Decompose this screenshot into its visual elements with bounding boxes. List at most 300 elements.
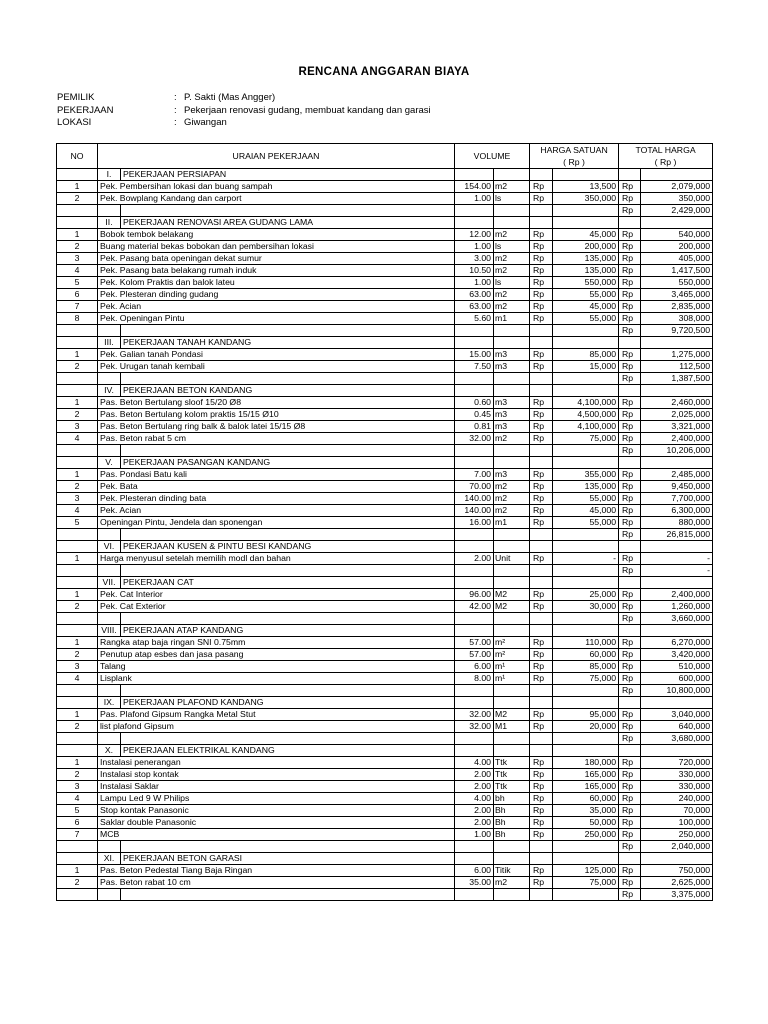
cell xyxy=(530,457,553,469)
cell xyxy=(455,745,494,757)
item-desc: Pek. Plesteran dinding gudang xyxy=(98,289,455,301)
cell xyxy=(121,373,455,385)
info-value: P. Sakti (Mas Angger) xyxy=(184,92,276,103)
item-desc: Pas. Plafond Gipsum Rangka Metal Stut xyxy=(98,709,455,721)
cell xyxy=(455,889,494,901)
item-desc: Pek. Cat Exterior xyxy=(98,601,455,613)
item-currency: Rp xyxy=(619,709,641,721)
cell xyxy=(641,745,713,757)
item-unit: m3 xyxy=(494,409,530,421)
section-title: PEKERJAAN BETON KANDANG xyxy=(121,385,455,397)
table-row xyxy=(57,805,713,817)
budget-table xyxy=(56,143,713,901)
item-no: 2 xyxy=(57,769,98,781)
table-row xyxy=(57,757,713,769)
item-desc: Pek. Urugan tanah kembali xyxy=(98,361,455,373)
item-desc: Instalasi stop kontak xyxy=(98,769,455,781)
item-currency: Rp xyxy=(619,673,641,685)
item-currency: Rp xyxy=(530,661,553,673)
table-row xyxy=(57,469,713,481)
item-desc: list plafond Gipsum xyxy=(98,721,455,733)
item-currency: Rp xyxy=(619,553,641,565)
section-row xyxy=(57,385,713,397)
section-row xyxy=(57,217,713,229)
cell xyxy=(455,337,494,349)
cell xyxy=(553,457,619,469)
item-currency: Rp xyxy=(530,301,553,313)
item-currency: Rp xyxy=(619,505,641,517)
item-no: 1 xyxy=(57,181,98,193)
item-unit-price: 110,000 xyxy=(553,637,619,649)
table-row xyxy=(57,553,713,565)
item-unit-price: 60,000 xyxy=(553,649,619,661)
cell xyxy=(57,529,98,541)
item-desc: Pas. Beton Bertulang kolom praktis 15/15 Ø10 xyxy=(98,409,455,421)
item-desc: Openingan Pintu, Jendela dan sponengan xyxy=(98,517,455,529)
section-roman: XI. xyxy=(98,853,121,865)
subtotal-value: 10,206,000 xyxy=(641,445,713,457)
cell xyxy=(57,337,98,349)
item-currency: Rp xyxy=(530,709,553,721)
cell xyxy=(98,685,121,697)
cell xyxy=(530,613,553,625)
item-unit: m1 xyxy=(494,313,530,325)
cell xyxy=(494,889,530,901)
item-currency: Rp xyxy=(619,301,641,313)
item-no: 4 xyxy=(57,673,98,685)
section-title: PEKERJAAN ELEKTRIKAL KANDANG xyxy=(121,745,455,757)
cell xyxy=(530,625,553,637)
cell xyxy=(553,685,619,697)
table-row xyxy=(57,649,713,661)
section-title: PEKERJAAN PASANGAN KANDANG xyxy=(121,457,455,469)
cell xyxy=(494,565,530,577)
item-currency: Rp xyxy=(619,277,641,289)
item-total: 2,400,000 xyxy=(641,589,713,601)
item-desc: Pek. Pembersihan lokasi dan buang sampah xyxy=(98,181,455,193)
cell xyxy=(641,577,713,589)
cell xyxy=(619,169,641,181)
table-row xyxy=(57,301,713,313)
item-desc: Lampu Led 9 W Philips xyxy=(98,793,455,805)
item-unit: m3 xyxy=(494,361,530,373)
item-currency: Rp xyxy=(619,637,641,649)
cell xyxy=(98,565,121,577)
item-unit: m2 xyxy=(494,229,530,241)
item-unit: ls xyxy=(494,241,530,253)
item-unit: m2 xyxy=(494,877,530,889)
item-unit-price: - xyxy=(553,553,619,565)
cell xyxy=(121,841,455,853)
item-currency: Rp xyxy=(619,229,641,241)
cell xyxy=(530,697,553,709)
item-total: 330,000 xyxy=(641,781,713,793)
cell xyxy=(641,625,713,637)
cell xyxy=(455,577,494,589)
cell xyxy=(530,337,553,349)
header-volume: VOLUME xyxy=(455,144,530,169)
cell xyxy=(619,745,641,757)
item-unit: m2 xyxy=(494,289,530,301)
item-currency: Rp xyxy=(619,397,641,409)
cell xyxy=(553,373,619,385)
item-unit-price: 50,000 xyxy=(553,817,619,829)
section-row xyxy=(57,337,713,349)
cell xyxy=(641,541,713,553)
cell xyxy=(121,685,455,697)
item-currency: Rp xyxy=(619,253,641,265)
table-row xyxy=(57,793,713,805)
table-row xyxy=(57,265,713,277)
subtotal-value: 3,375,000 xyxy=(641,889,713,901)
item-volume: 1.00 xyxy=(455,829,494,841)
item-total: 510,000 xyxy=(641,661,713,673)
cell xyxy=(121,733,455,745)
item-volume: 32.00 xyxy=(455,721,494,733)
cell xyxy=(494,385,530,397)
item-currency: Rp xyxy=(530,721,553,733)
header-uraian: URAIAN PEKERJAAN xyxy=(98,144,455,169)
item-no: 4 xyxy=(57,793,98,805)
cell xyxy=(57,169,98,181)
cell xyxy=(57,697,98,709)
subtotal-row xyxy=(57,205,713,217)
item-currency: Rp xyxy=(530,553,553,565)
subtotal-currency: Rp xyxy=(619,205,641,217)
cell xyxy=(494,325,530,337)
item-currency: Rp xyxy=(619,349,641,361)
item-total: 250,000 xyxy=(641,829,713,841)
item-no: 1 xyxy=(57,397,98,409)
section-roman: VII. xyxy=(98,577,121,589)
section-roman: II. xyxy=(98,217,121,229)
cell xyxy=(619,625,641,637)
cell xyxy=(57,625,98,637)
cell xyxy=(455,385,494,397)
item-unit-price: 55,000 xyxy=(553,313,619,325)
item-no: 2 xyxy=(57,481,98,493)
cell xyxy=(57,457,98,469)
item-currency: Rp xyxy=(530,181,553,193)
item-volume: 8.00 xyxy=(455,673,494,685)
item-desc: Pek. Openingan Pintu xyxy=(98,313,455,325)
section-roman: IV. xyxy=(98,385,121,397)
item-volume: 42.00 xyxy=(455,601,494,613)
cell xyxy=(494,613,530,625)
item-currency: Rp xyxy=(530,421,553,433)
section-row xyxy=(57,625,713,637)
item-unit-price: 4,100,000 xyxy=(553,397,619,409)
item-unit: m2 xyxy=(494,433,530,445)
item-currency: Rp xyxy=(619,877,641,889)
cell xyxy=(553,217,619,229)
table-row xyxy=(57,433,713,445)
item-currency: Rp xyxy=(619,313,641,325)
item-desc: Pek. Galian tanah Pondasi xyxy=(98,349,455,361)
item-volume: 32.00 xyxy=(455,433,494,445)
item-currency: Rp xyxy=(530,877,553,889)
subtotal-value: 26,815,000 xyxy=(641,529,713,541)
item-unit-price: 75,000 xyxy=(553,673,619,685)
cell xyxy=(121,889,455,901)
item-currency: Rp xyxy=(619,289,641,301)
subtotal-row xyxy=(57,733,713,745)
item-desc: Pas. Beton rabat 10 cm xyxy=(98,877,455,889)
item-no: 5 xyxy=(57,517,98,529)
cell xyxy=(57,853,98,865)
document-title: RENCANA ANGGARAN BIAYA xyxy=(298,66,470,78)
section-row xyxy=(57,169,713,181)
cell xyxy=(455,697,494,709)
cell xyxy=(530,745,553,757)
cell xyxy=(455,169,494,181)
item-volume: 16.00 xyxy=(455,517,494,529)
cell xyxy=(553,445,619,457)
item-currency: Rp xyxy=(530,349,553,361)
subtotal-value: 1,387,500 xyxy=(641,373,713,385)
item-no: 5 xyxy=(57,805,98,817)
item-currency: Rp xyxy=(530,505,553,517)
subtotal-currency: Rp xyxy=(619,373,641,385)
item-no: 2 xyxy=(57,601,98,613)
cell xyxy=(641,385,713,397)
item-currency: Rp xyxy=(619,589,641,601)
cell xyxy=(455,457,494,469)
item-no: 5 xyxy=(57,277,98,289)
cell xyxy=(530,853,553,865)
table-row xyxy=(57,781,713,793)
item-currency: Rp xyxy=(530,313,553,325)
item-currency: Rp xyxy=(619,721,641,733)
section-roman: X. xyxy=(98,745,121,757)
cell xyxy=(553,745,619,757)
cell xyxy=(98,841,121,853)
item-desc: Pek. Acian xyxy=(98,301,455,313)
table-row xyxy=(57,229,713,241)
item-total: 3,040,000 xyxy=(641,709,713,721)
section-row xyxy=(57,577,713,589)
item-desc: Pas. Beton Pedestal Tiang Baja Ringan xyxy=(98,865,455,877)
subtotal-row xyxy=(57,841,713,853)
item-desc: Harga menyusul setelah memilih modl dan bahan xyxy=(98,553,455,565)
section-roman: VIII. xyxy=(98,625,121,637)
item-currency: Rp xyxy=(530,805,553,817)
cell xyxy=(57,613,98,625)
item-unit: M1 xyxy=(494,721,530,733)
item-no: 3 xyxy=(57,661,98,673)
item-volume: 6.00 xyxy=(455,661,494,673)
item-currency: Rp xyxy=(530,265,553,277)
item-currency: Rp xyxy=(530,277,553,289)
cell xyxy=(530,373,553,385)
item-total: 405,000 xyxy=(641,253,713,265)
item-unit: m2 xyxy=(494,301,530,313)
item-no: 2 xyxy=(57,877,98,889)
item-currency: Rp xyxy=(530,517,553,529)
item-unit: ls xyxy=(494,193,530,205)
section-title: PEKERJAAN TANAH KANDANG xyxy=(121,337,455,349)
item-unit-price: 4,500,000 xyxy=(553,409,619,421)
table-row xyxy=(57,661,713,673)
cell xyxy=(98,373,121,385)
cell xyxy=(530,169,553,181)
section-title: PEKERJAAN BETON GARASI xyxy=(121,853,455,865)
cell xyxy=(619,577,641,589)
item-no: 1 xyxy=(57,709,98,721)
cell xyxy=(121,529,455,541)
item-unit: Ttk xyxy=(494,757,530,769)
cell xyxy=(619,853,641,865)
project-info xyxy=(57,92,431,130)
item-unit-price: 75,000 xyxy=(553,433,619,445)
item-unit-price: 13,500 xyxy=(553,181,619,193)
info-owner xyxy=(57,92,431,105)
cell xyxy=(494,205,530,217)
cell xyxy=(530,205,553,217)
item-unit: m2 xyxy=(494,181,530,193)
item-no: 1 xyxy=(57,637,98,649)
item-unit: Bh xyxy=(494,805,530,817)
item-desc: Pek. Pasang bata belakang rumah induk xyxy=(98,265,455,277)
item-currency: Rp xyxy=(530,601,553,613)
section-row xyxy=(57,853,713,865)
section-row xyxy=(57,541,713,553)
section-title: PEKERJAAN CAT xyxy=(121,577,455,589)
item-volume: 32.00 xyxy=(455,709,494,721)
cell xyxy=(553,625,619,637)
item-total: 540,000 xyxy=(641,229,713,241)
cell xyxy=(98,325,121,337)
info-colon: : xyxy=(174,92,177,103)
item-currency: Rp xyxy=(619,601,641,613)
item-currency: Rp xyxy=(530,493,553,505)
cell xyxy=(494,337,530,349)
table-row xyxy=(57,505,713,517)
item-unit-price: 165,000 xyxy=(553,769,619,781)
item-currency: Rp xyxy=(530,589,553,601)
item-total: 330,000 xyxy=(641,769,713,781)
item-currency: Rp xyxy=(530,793,553,805)
item-total: 750,000 xyxy=(641,865,713,877)
cell xyxy=(494,745,530,757)
item-volume: 2.00 xyxy=(455,817,494,829)
item-unit: m1 xyxy=(494,517,530,529)
subtotal-row xyxy=(57,325,713,337)
item-total: 2,835,000 xyxy=(641,301,713,313)
cell xyxy=(530,841,553,853)
item-unit: m3 xyxy=(494,397,530,409)
item-unit: m2 xyxy=(494,481,530,493)
cell xyxy=(530,577,553,589)
cell xyxy=(530,685,553,697)
item-unit-price: 25,000 xyxy=(553,589,619,601)
cell xyxy=(455,853,494,865)
item-currency: Rp xyxy=(530,649,553,661)
table-row xyxy=(57,409,713,421)
item-currency: Rp xyxy=(619,805,641,817)
item-desc: Bobok tembok belakang xyxy=(98,229,455,241)
cell xyxy=(57,385,98,397)
item-total: 2,400,000 xyxy=(641,433,713,445)
item-unit-price: 45,000 xyxy=(553,505,619,517)
item-currency: Rp xyxy=(619,757,641,769)
item-currency: Rp xyxy=(619,409,641,421)
cell xyxy=(57,733,98,745)
item-total: 7,700,000 xyxy=(641,493,713,505)
cell xyxy=(494,445,530,457)
item-no: 1 xyxy=(57,589,98,601)
item-volume: 2.00 xyxy=(455,769,494,781)
cell xyxy=(57,373,98,385)
cell xyxy=(530,385,553,397)
cell xyxy=(553,337,619,349)
cell xyxy=(530,565,553,577)
item-total: 1,260,000 xyxy=(641,601,713,613)
item-volume: 7.00 xyxy=(455,469,494,481)
cell xyxy=(530,217,553,229)
table-row xyxy=(57,493,713,505)
cell xyxy=(98,613,121,625)
item-desc: Pek. Acian xyxy=(98,505,455,517)
cell xyxy=(98,529,121,541)
cell xyxy=(98,889,121,901)
cell xyxy=(455,625,494,637)
subtotal-currency: Rp xyxy=(619,529,641,541)
item-unit-price: 95,000 xyxy=(553,709,619,721)
cell xyxy=(494,685,530,697)
item-desc: Instalasi Saklar xyxy=(98,781,455,793)
item-volume: 0.45 xyxy=(455,409,494,421)
item-volume: 96.00 xyxy=(455,589,494,601)
item-unit-price: 60,000 xyxy=(553,793,619,805)
item-unit: Ttk xyxy=(494,781,530,793)
item-volume: 3.00 xyxy=(455,253,494,265)
table-row xyxy=(57,241,713,253)
item-total: 2,485,000 xyxy=(641,469,713,481)
item-volume: 140.00 xyxy=(455,505,494,517)
cell xyxy=(553,697,619,709)
cell xyxy=(98,205,121,217)
item-no: 7 xyxy=(57,829,98,841)
item-currency: Rp xyxy=(530,781,553,793)
item-total: 2,025,000 xyxy=(641,409,713,421)
item-no: 2 xyxy=(57,721,98,733)
cell xyxy=(553,889,619,901)
item-volume: 10.50 xyxy=(455,265,494,277)
item-total: 600,000 xyxy=(641,673,713,685)
item-desc: Pas. Pondasi Batu kali xyxy=(98,469,455,481)
section-roman: VI. xyxy=(98,541,121,553)
item-no: 6 xyxy=(57,289,98,301)
item-unit: Bh xyxy=(494,817,530,829)
subtotal-currency: Rp xyxy=(619,841,641,853)
item-volume: 4.00 xyxy=(455,793,494,805)
budget-body xyxy=(57,169,713,901)
item-no: 2 xyxy=(57,649,98,661)
item-unit-price: 35,000 xyxy=(553,805,619,817)
item-unit: M2 xyxy=(494,601,530,613)
item-volume: 0.60 xyxy=(455,397,494,409)
cell xyxy=(530,889,553,901)
item-unit: bh xyxy=(494,793,530,805)
cell xyxy=(641,337,713,349)
cell xyxy=(619,457,641,469)
subtotal-row xyxy=(57,373,713,385)
info-value: Giwangan xyxy=(184,117,227,128)
item-volume: 2.00 xyxy=(455,781,494,793)
cell xyxy=(494,733,530,745)
item-currency: Rp xyxy=(619,193,641,205)
